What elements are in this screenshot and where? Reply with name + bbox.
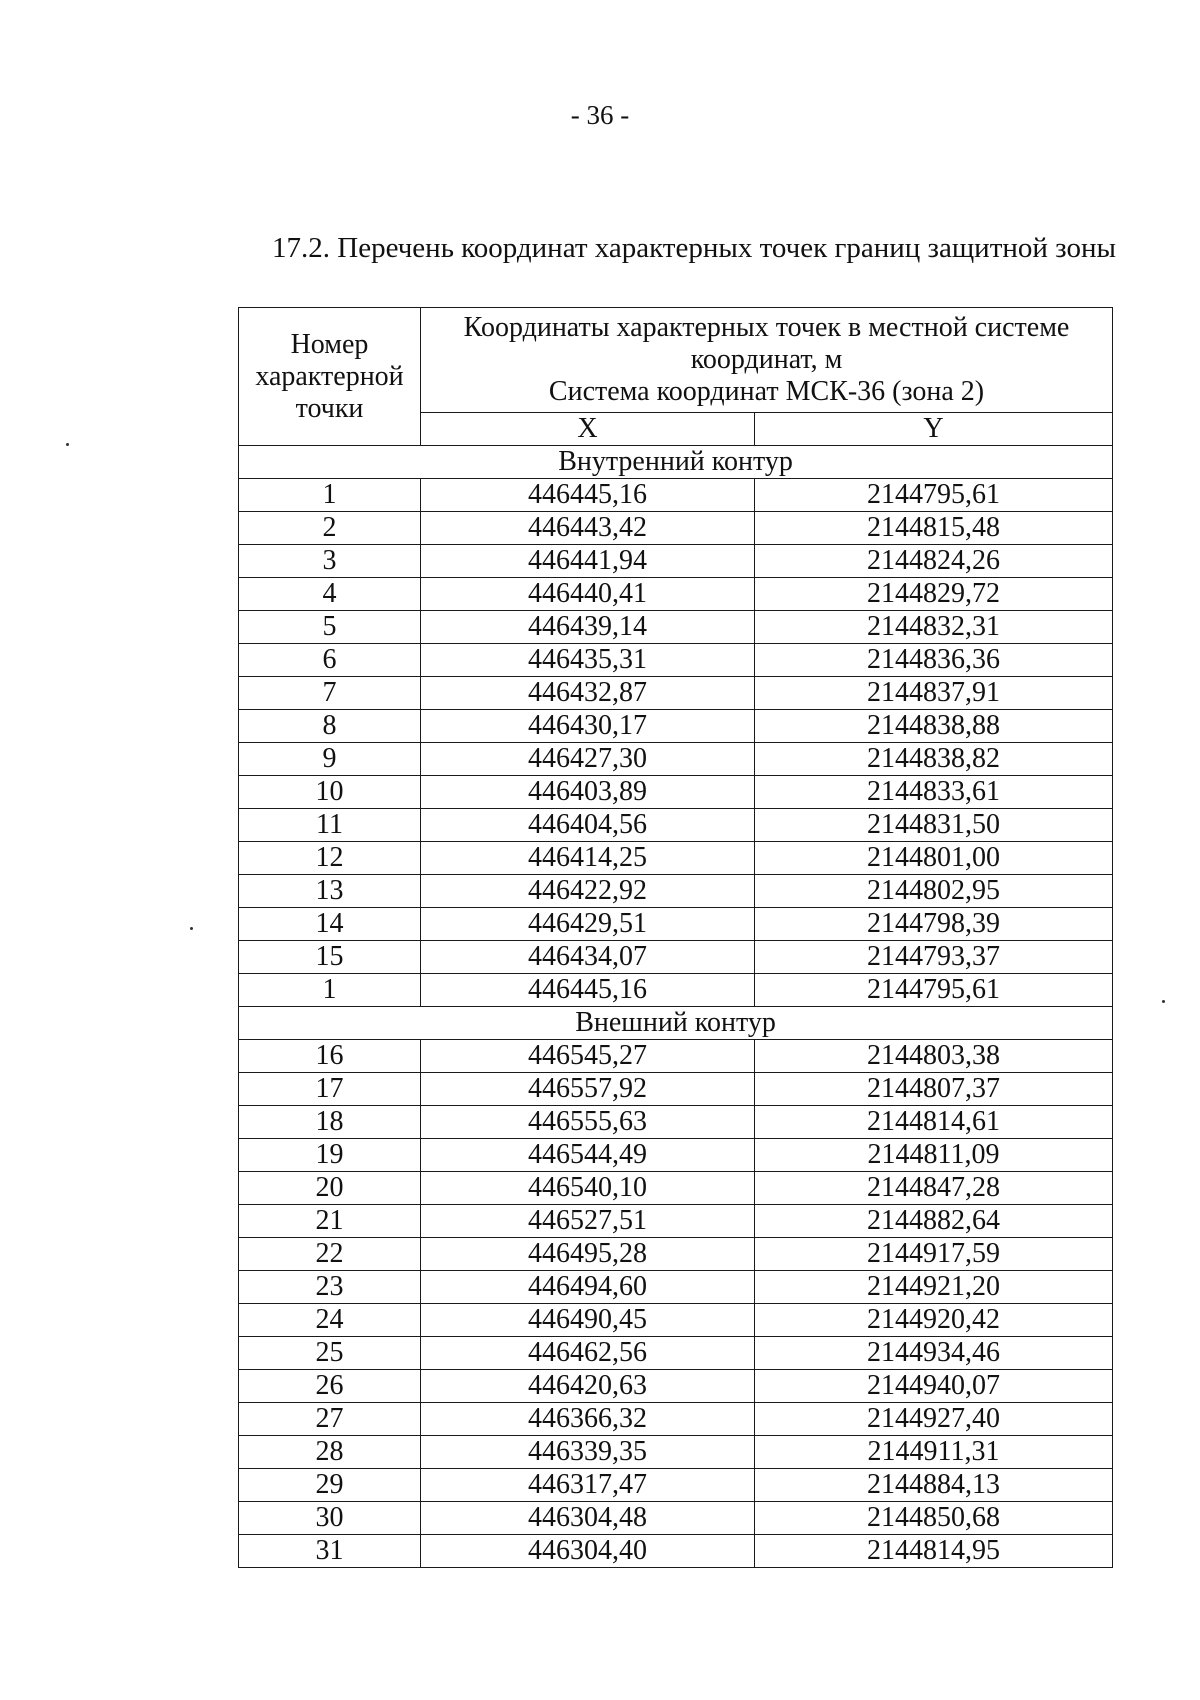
table-row xyxy=(239,941,1113,974)
cell-y: 2144934,46 xyxy=(755,1337,1113,1370)
cell-point-number: 14 xyxy=(239,908,421,941)
table-row xyxy=(239,1106,1113,1139)
cell-point-number: 16 xyxy=(239,1040,421,1073)
cell-x: 446435,31 xyxy=(421,644,755,677)
cell-x: 446414,25 xyxy=(421,842,755,875)
table-row xyxy=(239,512,1113,545)
table-row xyxy=(239,743,1113,776)
header-point-number-line: точки xyxy=(295,392,364,424)
cell-y: 2144807,37 xyxy=(755,1073,1113,1106)
table-row xyxy=(239,1403,1113,1436)
header-coordinates-line: Система координат МСК-36 (зона 2) xyxy=(548,376,985,407)
table-row xyxy=(239,1205,1113,1238)
cell-point-number: 11 xyxy=(239,809,421,842)
cell-y: 2144793,37 xyxy=(755,941,1113,974)
scan-speck xyxy=(66,443,69,446)
table-row xyxy=(239,1337,1113,1370)
cell-y: 2144832,31 xyxy=(755,611,1113,644)
header-coordinates xyxy=(421,308,1113,413)
cell-x: 446429,51 xyxy=(421,908,755,941)
cell-y: 2144824,26 xyxy=(755,545,1113,578)
header-col-x: X xyxy=(421,413,755,446)
cell-point-number: 3 xyxy=(239,545,421,578)
cell-y: 2144940,07 xyxy=(755,1370,1113,1403)
cell-x: 446441,94 xyxy=(421,545,755,578)
cell-x: 446445,16 xyxy=(421,974,755,1007)
cell-point-number: 21 xyxy=(239,1205,421,1238)
cell-point-number: 9 xyxy=(239,743,421,776)
cell-x: 446555,63 xyxy=(421,1106,755,1139)
cell-y: 2144838,88 xyxy=(755,710,1113,743)
cell-x: 446490,45 xyxy=(421,1304,755,1337)
group-title: Внешний контур xyxy=(239,1007,1113,1040)
cell-point-number: 29 xyxy=(239,1469,421,1502)
cell-y: 2144838,82 xyxy=(755,743,1113,776)
scan-speck xyxy=(1162,1000,1165,1003)
cell-x: 446443,42 xyxy=(421,512,755,545)
cell-point-number: 23 xyxy=(239,1271,421,1304)
group-row xyxy=(239,446,1113,479)
cell-point-number: 19 xyxy=(239,1139,421,1172)
cell-y: 2144795,61 xyxy=(755,479,1113,512)
table-row xyxy=(239,1139,1113,1172)
cell-point-number: 1 xyxy=(239,479,421,512)
header-coordinates-line: координат, м xyxy=(690,344,843,375)
scan-speck xyxy=(190,927,193,930)
cell-y: 2144882,64 xyxy=(755,1205,1113,1238)
cell-x: 446304,48 xyxy=(421,1502,755,1535)
cell-y: 2144814,95 xyxy=(755,1535,1113,1568)
coordinates-table xyxy=(238,307,1113,1568)
cell-point-number: 10 xyxy=(239,776,421,809)
cell-y: 2144837,91 xyxy=(755,677,1113,710)
cell-y: 2144927,40 xyxy=(755,1403,1113,1436)
group-title: Внутренний контур xyxy=(239,446,1113,479)
header-point-number-line: Номер xyxy=(290,328,369,360)
table-row xyxy=(239,677,1113,710)
cell-y: 2144836,36 xyxy=(755,644,1113,677)
table-row xyxy=(239,479,1113,512)
header-coordinates-line: Координаты характерных точек в местной системе xyxy=(463,312,1070,343)
cell-x: 446439,14 xyxy=(421,611,755,644)
table-header xyxy=(239,308,1113,446)
cell-x: 446430,17 xyxy=(421,710,755,743)
cell-x: 446403,89 xyxy=(421,776,755,809)
table-row xyxy=(239,974,1113,1007)
cell-point-number: 2 xyxy=(239,512,421,545)
table-row xyxy=(239,809,1113,842)
table-row xyxy=(239,1535,1113,1568)
table-row xyxy=(239,1370,1113,1403)
cell-y: 2144833,61 xyxy=(755,776,1113,809)
cell-y: 2144884,13 xyxy=(755,1469,1113,1502)
cell-x: 446545,27 xyxy=(421,1040,755,1073)
table-row xyxy=(239,1073,1113,1106)
page-number: - 36 - xyxy=(570,100,630,130)
table-row xyxy=(239,1172,1113,1205)
cell-point-number: 6 xyxy=(239,644,421,677)
cell-y: 2144920,42 xyxy=(755,1304,1113,1337)
cell-point-number: 30 xyxy=(239,1502,421,1535)
cell-x: 446544,49 xyxy=(421,1139,755,1172)
cell-point-number: 17 xyxy=(239,1073,421,1106)
cell-y: 2144829,72 xyxy=(755,578,1113,611)
cell-y: 2144850,68 xyxy=(755,1502,1113,1535)
cell-point-number: 27 xyxy=(239,1403,421,1436)
cell-x: 446440,41 xyxy=(421,578,755,611)
cell-x: 446434,07 xyxy=(421,941,755,974)
cell-y: 2144814,61 xyxy=(755,1106,1113,1139)
cell-point-number: 8 xyxy=(239,710,421,743)
cell-point-number: 12 xyxy=(239,842,421,875)
table-row xyxy=(239,1238,1113,1271)
cell-y: 2144798,39 xyxy=(755,908,1113,941)
table-row xyxy=(239,1502,1113,1535)
cell-point-number: 22 xyxy=(239,1238,421,1271)
cell-y: 2144795,61 xyxy=(755,974,1113,1007)
cell-y: 2144803,38 xyxy=(755,1040,1113,1073)
cell-x: 446495,28 xyxy=(421,1238,755,1271)
cell-x: 446445,16 xyxy=(421,479,755,512)
cell-x: 446540,10 xyxy=(421,1172,755,1205)
cell-x: 446304,40 xyxy=(421,1535,755,1568)
table-row xyxy=(239,611,1113,644)
table-row xyxy=(239,1271,1113,1304)
cell-x: 446422,92 xyxy=(421,875,755,908)
cell-point-number: 28 xyxy=(239,1436,421,1469)
table-row xyxy=(239,776,1113,809)
table-row xyxy=(239,908,1113,941)
cell-x: 446462,56 xyxy=(421,1337,755,1370)
cell-point-number: 25 xyxy=(239,1337,421,1370)
cell-y: 2144911,31 xyxy=(755,1436,1113,1469)
table-body xyxy=(239,446,1113,1568)
cell-point-number: 7 xyxy=(239,677,421,710)
cell-y: 2144921,20 xyxy=(755,1271,1113,1304)
group-row xyxy=(239,1007,1113,1040)
cell-point-number: 5 xyxy=(239,611,421,644)
header-point-number xyxy=(239,308,421,446)
cell-x: 446317,47 xyxy=(421,1469,755,1502)
table-row xyxy=(239,1040,1113,1073)
cell-y: 2144801,00 xyxy=(755,842,1113,875)
cell-y: 2144847,28 xyxy=(755,1172,1113,1205)
cell-x: 446339,35 xyxy=(421,1436,755,1469)
cell-x: 446366,32 xyxy=(421,1403,755,1436)
table-row xyxy=(239,1469,1113,1502)
cell-y: 2144831,50 xyxy=(755,809,1113,842)
table-row xyxy=(239,842,1113,875)
cell-x: 446420,63 xyxy=(421,1370,755,1403)
header-point-number-line: характерной xyxy=(255,360,404,392)
table-row xyxy=(239,644,1113,677)
cell-x: 446494,60 xyxy=(421,1271,755,1304)
cell-point-number: 15 xyxy=(239,941,421,974)
cell-x: 446527,51 xyxy=(421,1205,755,1238)
table-row xyxy=(239,875,1113,908)
cell-x: 446557,92 xyxy=(421,1073,755,1106)
table-row xyxy=(239,545,1113,578)
cell-point-number: 4 xyxy=(239,578,421,611)
table-row xyxy=(239,710,1113,743)
section-title: 17.2. Перечень координат характерных точек границ защитной зоны xyxy=(272,232,1116,264)
table-row xyxy=(239,1436,1113,1469)
cell-point-number: 20 xyxy=(239,1172,421,1205)
cell-point-number: 13 xyxy=(239,875,421,908)
cell-x: 446404,56 xyxy=(421,809,755,842)
cell-point-number: 31 xyxy=(239,1535,421,1568)
cell-x: 446427,30 xyxy=(421,743,755,776)
cell-point-number: 1 xyxy=(239,974,421,1007)
header-col-y: Y xyxy=(755,413,1113,446)
cell-x: 446432,87 xyxy=(421,677,755,710)
table-row xyxy=(239,1304,1113,1337)
cell-point-number: 24 xyxy=(239,1304,421,1337)
cell-y: 2144917,59 xyxy=(755,1238,1113,1271)
table-row xyxy=(239,578,1113,611)
cell-y: 2144815,48 xyxy=(755,512,1113,545)
cell-y: 2144811,09 xyxy=(755,1139,1113,1172)
cell-y: 2144802,95 xyxy=(755,875,1113,908)
cell-point-number: 26 xyxy=(239,1370,421,1403)
cell-point-number: 18 xyxy=(239,1106,421,1139)
